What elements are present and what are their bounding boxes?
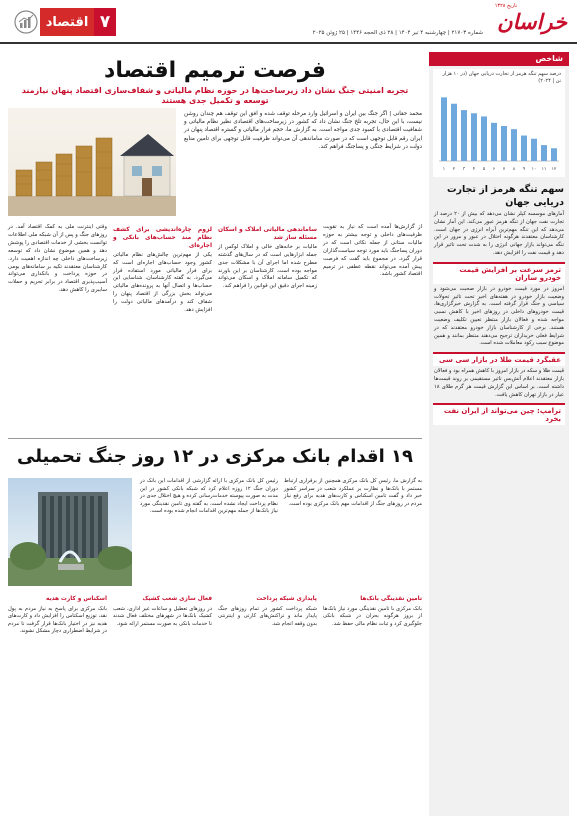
article2-b1-subhead: اسکناس و کارت هدیه	[45, 596, 107, 602]
section-label: اقتصاد	[40, 8, 94, 36]
article2-top-col-2: به گزارش ما، رئیس کل بانک مرکزی همچنین از برقراری ارتباط مستمر با بانک‌ها و نظارت بر عملکرد شعب در سراسر کشور خبر داد و گفت تامین اسکناس و کارت‌های هدیه برای رفع نیاز مردم در روزهای جنگ از اقدامات مهم بانک مرکزی بوده است.	[284, 478, 422, 507]
sidebar-body-2: امروز در مورد قیمت خودرو در بازار صحبت می‌شود و وضعیت بازار خودرو در هفته‌های اخیر تحت تاثیر تحولات سیاسی و جنگ قرار گرفته است. به گزارش خبرگزاری‌ها، قیمت خودروهای داخلی در روزهای اخیر با کاهش نسبی مواجه شده و فعالان بازار منتظر تعیین تکلیف وضعیت هستند. برخی از کارشناسان بازار خودرو معتقدند که در شرایط فعلی خریداران ترجیح می‌دهند منتظر بمانند و همین موضوع سبب رکود معاملات شده است.	[434, 285, 564, 347]
chart-bar-5	[481, 116, 487, 161]
article1-col3-text: مالیات بر خانه‌های خالی و املاک لوکس از جمله ابزارهایی است که در سال‌های گذشته مطرح شده اما اجرای آن با مشکلات جدی مواجه بوده است. کارشناسان بر این باورند که تکمیل سامانه املاک و اسکان می‌تواند زمینه اجرای دقیق این قوانین را فراهم کند.	[218, 243, 317, 290]
article1-intro: محمد حقانی | اگر جنگ بین ایران و اسرائیل وارد مرحله توقف شده و افق این توقف هم چندان روشن نیست، با این حال، تجربه تلخ جنگ نشان داد که کشور در زیرساخت‌های اقتصادی نظیر نظام مالیاتی و شفافیت اقتصادی با کمبود جدی مواجه است. به گزارش ما، حجم فرار مالیاتی و گستره اقتصاد پنهان در ایران رقم قابل توجهی است که در صورت ساماندهی آن می‌تواند ظرفیت قابل توجهی برای تامین منابع دولت در شرایط جنگی و پساجنگ فراهم کند.	[184, 111, 422, 150]
logo-name: خراسان	[497, 9, 567, 34]
article1-col2-subhead: لزوم چاره‌اندیشی برای کشف نظام مند حساب‌های بانکی و اجاره‌ای	[113, 226, 212, 249]
chart-tick-label-2: ۲	[452, 167, 456, 172]
article2-bottom-col-2	[113, 594, 212, 636]
article2-photo-central-bank	[8, 478, 132, 586]
index-label: شاخص	[429, 52, 569, 66]
article1-col1-text: وقتی اینترنت ملی به کمک اقتصاد آمد. در روزهای جنگ و پس از آن شبکه ملی اطلاعات توانست بخشی از خدمات اقتصادی را پوشش دهد و همین موضوع نشان داد که توسعه زیرساخت‌های داخلی چه اندازه اهمیت دارد. کارشناسان معتقدند تکیه بر سامانه‌های بومی در حوزه پرداخت و بانکداری می‌تواند آسیب‌پذیری اقتصاد در برابر تحریم و حملات سایبری را کاهش دهد.	[8, 224, 107, 294]
chart-bar-4	[471, 113, 477, 161]
chart-bar-10	[531, 139, 537, 161]
article2-b2-text: در روزهای تعطیل و ساعات غیر اداری، شعب کشیک بانک‌ها در شهرهای مختلف فعال شدند تا خدمات بانکی به صورت مستمر ارائه شود.	[113, 605, 212, 627]
article1-headline[interactable]: فرصت ترمیم اقتصاد	[104, 58, 326, 83]
article2-b1-text: بانک مرکزی برای پاسخ به نیاز مردم به پول نقد، توزیع اسکناس را افزایش داد و کارت‌های هدیه نیز در اختیار بانک‌ها قرار گرفت تا مردم در شرایط اضطراری دچار مشکل نشوند.	[8, 605, 107, 635]
sidebar-red-head-1[interactable]: ترمز سرعت بر افزایش قیمت خودرو ساران	[433, 262, 565, 284]
article1-col2-text: یکی از مهم‌ترین چالش‌های نظام مالیاتی کشور وجود حساب‌های اجاره‌ای است که برای فرار مالیاتی مورد استفاده قرار می‌گیرد. به گفته کارشناسان، شناسایی این حساب‌ها و اتصال آنها به پرونده‌های مالیاتی می‌تواند بخش بزرگی از اقتصاد پنهان را شفاف کند و درآمدهای مالیاتی دولت را افزایش دهد.	[113, 251, 212, 314]
chart-bar-11	[541, 145, 547, 161]
chart-bar-6	[491, 123, 497, 161]
chart-tick-label-4: ۴	[472, 167, 476, 172]
sidebar-body-3: قیمت طلا و سکه در بازار امروز با کاهش همراه بود و فعالان بازار معتقدند اعلام آتش‌بس تاثیر مستقیمی بر روند قیمت‌ها داشته است. بر اساس این گزارش قیمت هر گرم طلای ۱۸ عیار در بازار تهران کاهش یافت.	[434, 368, 564, 398]
chart-tick-label-10: ۱۰	[531, 167, 537, 172]
chart-tick-label-8: ۸	[512, 167, 516, 172]
article1-col4-text: از گزارش‌ها آمده است که نیاز به تقویت ظرفیت‌های داخلی و توجه بیشتر به حوزه مالیات ستانی از جمله نکاتی است که در دوران پساجنگ باید مورد توجه سیاست‌گذاران قرار گیرد. در مجموع باید گفت که فرصت پیش آمده می‌تواند نقطه عطفی در ترمیم اقتصاد کشور باشد.	[323, 224, 422, 278]
chart-bar-12	[551, 148, 557, 161]
right-sidebar	[429, 52, 569, 816]
chart-tick-label-1: ۱	[442, 167, 446, 172]
chart-trend-icon	[12, 8, 40, 36]
chart-tick-label-3: ۳	[462, 167, 466, 172]
article2-top-col-1: رئیس کل بانک مرکزی با ارائه گزارشی از اقدامات این بانک در دوران جنگ ۱۲ روزه اعلام کرد که شبکه بانکی کشور در این مدت به صورت پیوسته خدمات‌رسانی کرده و هیچ اختلال جدی در نظام پرداخت ایجاد نشده است. به گفته وی تامین نقدینگی مورد نیاز بانک‌ها از جمله مهم‌ترین اقدامات انجام شده بوده است.	[140, 478, 278, 515]
chart-bar-3	[461, 110, 467, 161]
chart-caption: درصد سهم تنگه هرمز از تجارت دریایی جهان (در ۱۰ هزار تن | ۲۰۲۴)	[442, 71, 561, 84]
article2-top-columns	[140, 478, 422, 516]
sidebar-red-head-3[interactable]: ترامپ: چین می‌تواند از ایران نفت بخرد	[433, 403, 565, 425]
article2-bottom-col-3	[218, 594, 317, 636]
article2-headline[interactable]: ۱۹ اقدام بانک مرکزی در ۱۲ روز جنگ تحمیلی	[17, 446, 413, 467]
article2-b4-subhead: تامین نقدینگی بانک‌ها	[360, 596, 422, 602]
chart-tick-label-11: ۱۱	[541, 167, 547, 172]
chart-box	[433, 69, 565, 177]
chart-tick-label-5: ۵	[482, 167, 486, 172]
article1-body-columns	[8, 224, 422, 315]
chart-tick-label-12: ۱۲	[551, 167, 557, 172]
article2-bottom-columns	[8, 594, 422, 636]
sidebar-red-head-2[interactable]: عقبگرد قیمت طلا در بازار سی سی	[433, 352, 565, 366]
section-divider	[8, 438, 422, 439]
page-number: ۷	[94, 8, 116, 36]
masthead	[0, 0, 577, 44]
article2-b4-text: بانک مرکزی با تامین نقدینگی مورد نیاز بانک‌ها از بروز هرگونه بحران در شبکه بانکی جلوگیری کرد و ثبات نظام مالی حفظ شد.	[323, 605, 422, 627]
article1-photo-coins-house	[8, 108, 176, 216]
section-tag	[8, 8, 116, 36]
dateline: شماره ۲۱۷۰۳ | چهارشنبه ۴ تیر ۱۴۰۴ | ۲۸ ذی الحجه ۱۴۴۶ | ۲۵ ژوئن ۲۰۲۵	[312, 30, 483, 36]
article2-b2-subhead: فعال سازی شعب کشیک	[142, 596, 212, 602]
article1-col-3	[218, 224, 317, 315]
chart-bar-8	[511, 129, 517, 161]
article2-b3-subhead: پایداری شبکه پرداخت	[256, 596, 317, 602]
sidebar-headline[interactable]: سهم تنگه هرمز از تجارت دریایی جهان	[446, 184, 564, 208]
article2-b3-text: شبکه پرداخت کشور در تمام روزهای جنگ پایدار ماند و تراکنش‌های کارتی و اینترنتی بدون وقفه انجام شد.	[218, 605, 317, 627]
bar-chart	[435, 87, 563, 173]
chart-bar-1	[441, 97, 447, 161]
article1-col-4	[323, 224, 422, 315]
article2-bottom-col-4	[323, 594, 422, 636]
chart-tick-label-9: ۹	[522, 167, 526, 172]
article2-bottom-col-1	[8, 594, 107, 636]
article1-col3-subhead: ساماندهی مالیاتی املاک و اسکان مسئله ساز شد	[218, 226, 317, 241]
logo-since: تاریخ ۱۳۲۸	[494, 3, 517, 9]
article1-lead: تجربه امنیتی جنگ نشان داد زیرساخت‌ها در حوزه نظام مالیاتی و شفاف‌سازی اقتصاد پنهان نیازمند توسعه و تکمیل جدی هستند	[21, 86, 409, 105]
newspaper-logo[interactable]	[489, 3, 567, 39]
main-article-1	[8, 52, 422, 432]
article1-col-1	[8, 224, 107, 315]
chart-bar-9	[521, 136, 527, 161]
chart-bar-2	[451, 104, 457, 161]
chart-tick-label-7: ۷	[502, 167, 506, 172]
chart-bar-7	[501, 126, 507, 161]
chart-tick-label-6: ۶	[492, 167, 496, 172]
article1-col-2	[113, 224, 212, 315]
sidebar-body: آمارهای موسسه کپلر نشان می‌دهد که بیش از ۲۰ درصد از تجارت نفت جهان از تنگه هرمز عبور می‌کند. این آمار نشان می‌دهد که این تنگه مهم‌ترین آبراه انرژی در جهان است. کارشناسان معتقدند هرگونه اختلال در عبور و مرور در این تنگه می‌تواند بازار جهانی انرژی را به شدت تحت تاثیر قرار دهد و قیمت نفت را افزایش دهد.	[434, 211, 564, 256]
